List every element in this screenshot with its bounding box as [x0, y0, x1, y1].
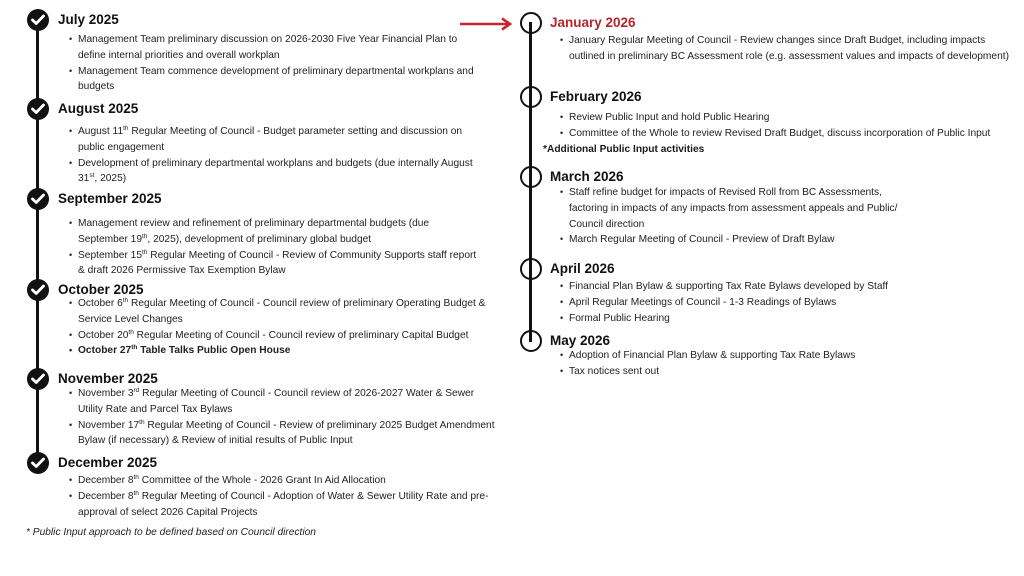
list-item	[561, 33, 1011, 65]
list-item	[561, 110, 1011, 126]
bullet-list	[561, 110, 1011, 142]
list-item	[70, 296, 500, 328]
bullet-list	[561, 348, 1011, 380]
item-text-cont: Regular Meeting of Council - Council review of 2026-2027 Water & Sewer Utility Rate and Parcel Tax Bylaws	[78, 388, 475, 415]
bullet-list	[70, 32, 480, 95]
section-items	[561, 33, 1011, 65]
section-heading: August 2025	[58, 101, 139, 116]
check-circle-icon	[27, 368, 49, 390]
item-text: October 27	[78, 345, 132, 357]
ordinal-suffix: th	[142, 232, 148, 240]
list-item	[561, 232, 901, 248]
list-item	[70, 156, 480, 188]
section-heading: January 2026	[550, 15, 636, 30]
section-note: *Additional Public Input activities	[543, 143, 705, 155]
item-text: Formal Public Hearing	[569, 312, 670, 324]
list-item	[561, 279, 1011, 295]
item-text: August 11	[78, 126, 124, 137]
bullet-list	[70, 124, 480, 187]
section-items	[543, 110, 1011, 157]
list-item	[70, 473, 500, 489]
list-item	[561, 364, 1011, 380]
item-text: Staff refine budget for impacts of Revised Roll from BC Assessments, factoring in impacts of any impacts from assessment appeals and Public/ Council direction	[569, 187, 898, 230]
bullet-list	[70, 296, 500, 359]
item-text: October 6	[78, 298, 123, 309]
footnote: * Public Input approach to be defined based on Council direction	[26, 527, 316, 538]
ordinal-suffix: rd	[133, 387, 140, 394]
bullet-list	[70, 386, 500, 449]
item-text: Financial Plan Bylaw & supporting Tax Rate Bylaws developed by Staff	[569, 281, 889, 292]
section-items	[70, 124, 480, 187]
list-item	[70, 489, 500, 521]
section-items	[70, 32, 480, 95]
list-item	[70, 343, 500, 359]
item-text: Committee of the Whole to review Revised Draft Budget, discuss incorporation of Public Input	[569, 127, 991, 139]
item-text-cont: Committee of the Whole - 2026 Grant In Aid Allocation	[138, 475, 386, 486]
section-items	[561, 185, 901, 248]
section-heading: May 2026	[550, 333, 611, 348]
item-text: Tax notices sent out	[569, 365, 660, 377]
section-heading: February 2026	[550, 89, 642, 104]
section-heading: March 2026	[550, 169, 624, 184]
item-text: December 8	[78, 475, 134, 486]
item-text-cont: Regular Meeting of Council - Review of preliminary 2025 Budget Amendment Bylaw (if necessary) & Review of initial results of Public Input	[78, 419, 495, 447]
item-text-cont: , 2025)	[94, 173, 127, 185]
list-item	[70, 216, 480, 248]
item-text: January Regular Meeting of Council - Review changes since Draft Budget, including impacts outlined in preliminary BC Assessment role (e.g. assessment values and impacts of development)	[569, 35, 1009, 62]
ordinal-suffix: st	[89, 172, 95, 180]
item-text: November 17	[78, 419, 140, 431]
item-text: Adoption of Financial Plan Bylaw & supporting Tax Rate Bylaws	[569, 350, 856, 361]
section-heading: December 2025	[58, 455, 158, 470]
ordinal-suffix: th	[122, 297, 129, 304]
section-items	[70, 296, 500, 359]
item-text-cont: Regular Meeting of Council - Council review of preliminary Operating Budget & Service Level Changes	[78, 298, 486, 325]
ordinal-suffix: th	[131, 344, 138, 352]
item-text: Management Team commence development of preliminary departmental workplans and budgets	[78, 65, 474, 93]
item-text: Review Public Input and hold Public Hearing	[569, 112, 770, 123]
item-text: September 15	[78, 249, 142, 261]
list-item	[561, 311, 1011, 327]
list-item	[70, 328, 500, 344]
check-circle-icon	[27, 279, 49, 301]
bullet-list	[561, 185, 901, 248]
ordinal-suffix: th	[139, 418, 145, 426]
section-heading: October 2025	[58, 282, 144, 297]
list-item	[561, 185, 901, 232]
ordinal-suffix: th	[128, 328, 134, 336]
left-timeline-line	[36, 20, 39, 466]
item-text: March Regular Meeting of Council - Preview of Draft Bylaw	[569, 234, 835, 246]
bullet-list	[561, 33, 1011, 65]
item-text: Management Team preliminary discussion on 2026-2030 Five Year Financial Plan to define internal priorities and overall workplan	[78, 34, 458, 61]
item-text-cont: Table Talks Public Open House	[137, 345, 291, 357]
section-items	[561, 279, 1011, 326]
item-text-cont: , 2025), development of preliminary global budget	[147, 233, 372, 245]
ordinal-suffix: th	[142, 248, 148, 256]
section-heading: November 2025	[58, 371, 158, 386]
list-item	[70, 64, 480, 96]
list-item	[70, 418, 500, 450]
section-items	[70, 473, 500, 520]
list-item	[70, 386, 500, 418]
ordinal-suffix: th	[123, 125, 129, 132]
item-text-cont: Regular Meeting of Council - Review of Community Supports staff report & draft 2026 Permissive Tax Exemption Bylaw	[78, 249, 477, 277]
bullet-list	[561, 279, 1011, 326]
bullet-list	[70, 473, 500, 520]
item-text: October 20	[78, 329, 129, 341]
list-item	[561, 126, 1011, 142]
item-text-cont: Regular Meeting of Council - Adoption of Water & Sewer Utility Rate and pre-approval of select 2026 Capital Projects	[78, 490, 489, 518]
list-item	[561, 295, 1011, 311]
ordinal-suffix: th	[133, 474, 139, 481]
bullet-list	[70, 216, 480, 279]
section-items	[70, 216, 480, 279]
list-item	[70, 32, 480, 64]
section-items	[561, 348, 1011, 380]
item-text: Development of preliminary departmental workplans and budgets (due internally August 31	[78, 157, 473, 185]
check-circle-icon	[27, 188, 49, 210]
section-heading: April 2026	[550, 261, 615, 276]
list-item	[70, 124, 480, 156]
check-circle-icon	[27, 452, 49, 474]
item-text: Management review and refinement of preliminary departmental budgets (due September 19	[78, 218, 430, 245]
item-text: November 3	[78, 388, 134, 399]
check-circle-icon	[27, 98, 49, 120]
section-items	[70, 386, 500, 449]
ordinal-suffix: th	[133, 489, 139, 497]
check-circle-icon	[27, 9, 49, 31]
item-text-cont: Regular Meeting of Council - Council review of preliminary Capital Budget	[133, 329, 469, 341]
list-item	[70, 248, 480, 280]
section-heading: July 2025	[58, 12, 119, 27]
item-text-cont: Regular Meeting of Council - Budget parameter setting and discussion on public engagement	[78, 126, 463, 153]
item-text: December 8	[78, 490, 134, 502]
right-arrow-icon	[460, 17, 516, 31]
list-item	[561, 348, 1011, 364]
section-heading: September 2025	[58, 191, 162, 206]
right-timeline-line	[529, 22, 532, 342]
item-text: April Regular Meetings of Council - 1-3 Readings of Bylaws	[569, 296, 837, 308]
